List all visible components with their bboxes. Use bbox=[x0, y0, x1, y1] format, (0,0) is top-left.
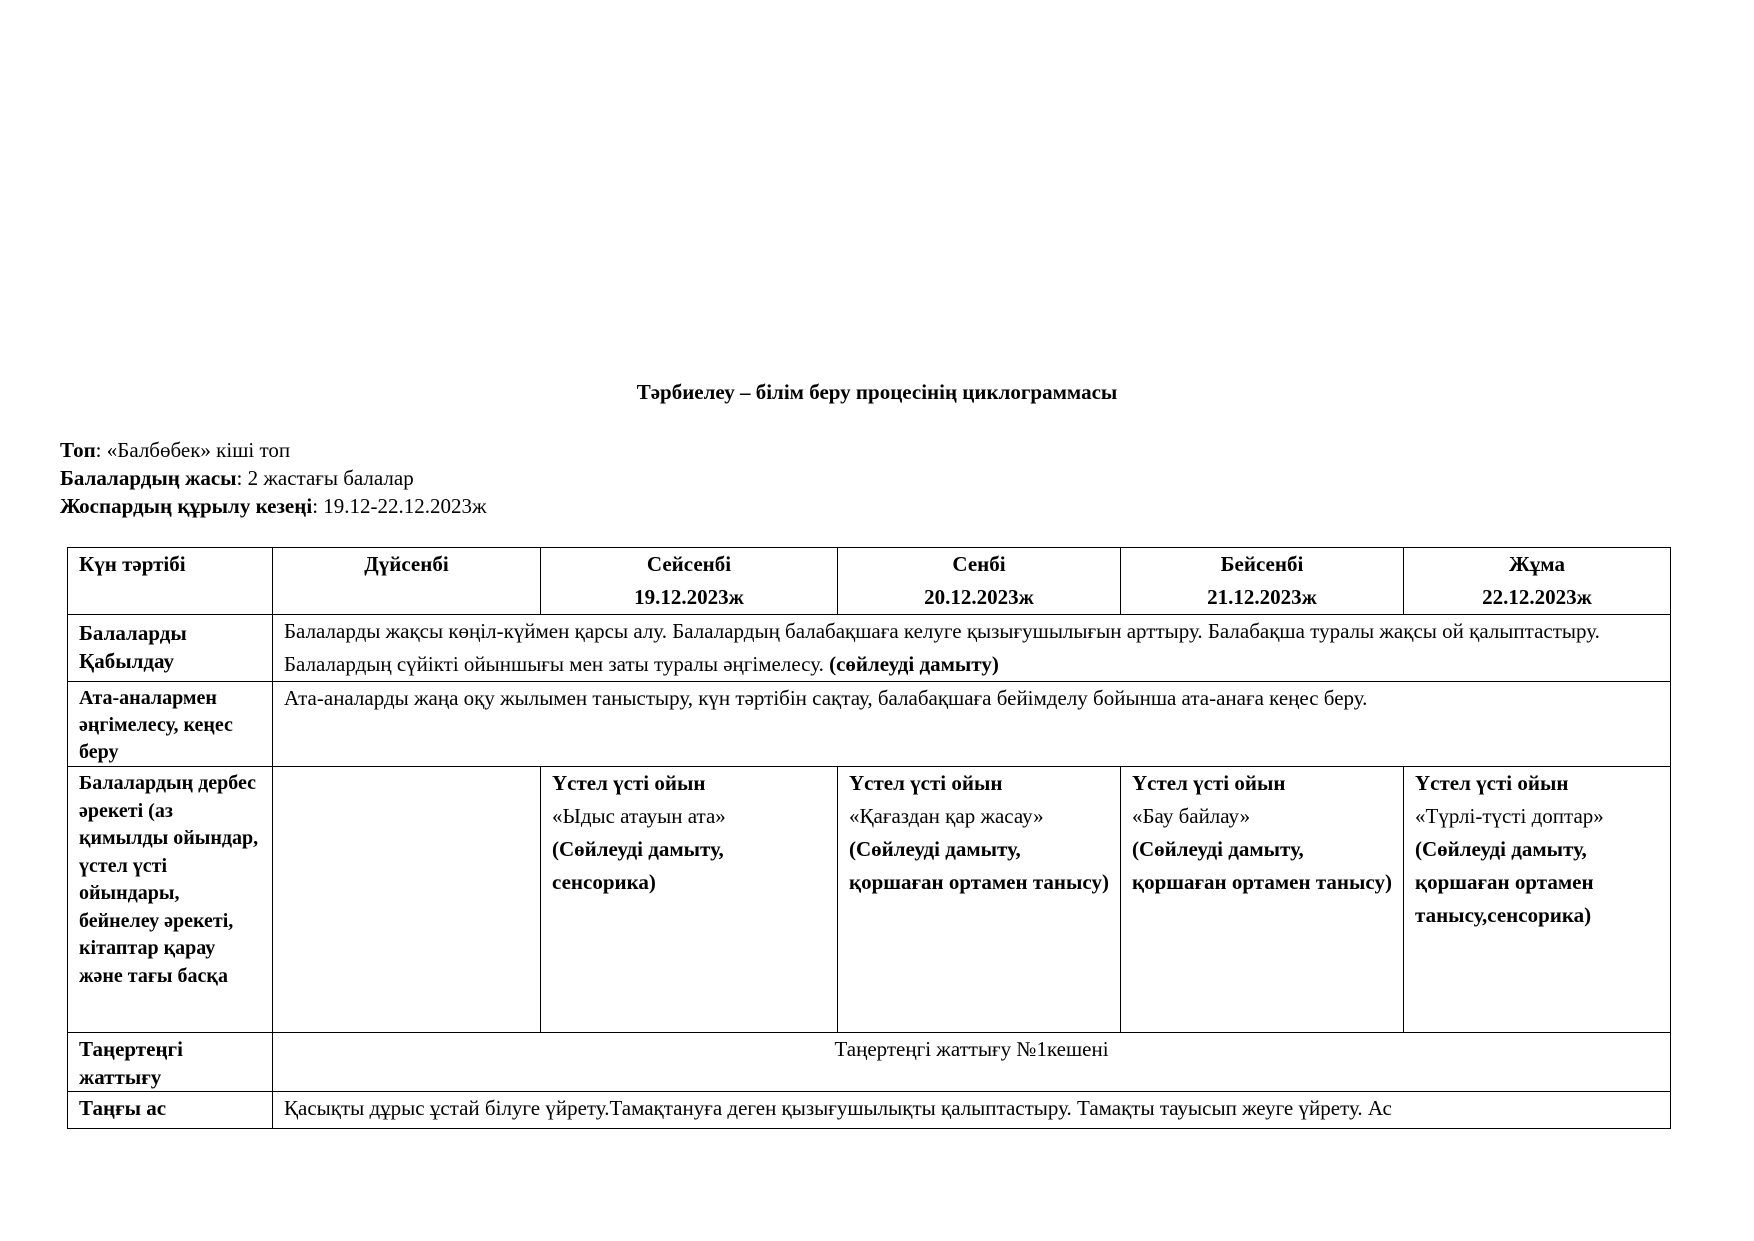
day-date: 19.12.2023ж bbox=[634, 585, 744, 609]
age-value: : 2 жастағы балалар bbox=[236, 466, 414, 490]
day-date: 20.12.2023ж bbox=[924, 585, 1034, 609]
header-wednesday bbox=[838, 548, 1121, 615]
header-friday bbox=[1404, 548, 1671, 615]
reception-focus: (сөйлеуді дамыту) bbox=[829, 652, 999, 676]
schedule-table bbox=[67, 547, 1671, 1129]
activity-heading: Үстел үсті ойын bbox=[849, 771, 1003, 795]
activity-wednesday bbox=[838, 767, 1121, 1033]
activity-heading: Үстел үсті ойын bbox=[1132, 771, 1286, 795]
activity-game: «Бау байлау» bbox=[1132, 804, 1251, 828]
activity-label: Балалардың дербес әрекеті (аз қимылды ойындар, үстел үсті ойындары, бейнелеу әрекеті, кітаптар қарау және тағы басқа bbox=[68, 767, 273, 1033]
activity-focus: (Сөйлеуді дамыту, қоршаған ортамен танысу,сенсорика) bbox=[1415, 837, 1594, 927]
activity-game: «Қағаздан қар жасау» bbox=[849, 804, 1044, 828]
activity-focus: (Сөйлеуді дамыту, сенсорика) bbox=[552, 837, 724, 894]
exercise-text: Таңертеңгі жаттығу №1кешені bbox=[273, 1033, 1671, 1092]
plan-meta bbox=[60, 436, 487, 520]
breakfast-row bbox=[68, 1092, 1671, 1129]
activity-monday bbox=[273, 767, 541, 1033]
day-date: 21.12.2023ж bbox=[1207, 585, 1317, 609]
day-name: Сенбі bbox=[952, 552, 1006, 576]
activity-tuesday bbox=[541, 767, 838, 1033]
activity-friday bbox=[1404, 767, 1671, 1033]
header-row bbox=[68, 548, 1671, 615]
day-name: Сейсенбі bbox=[646, 552, 732, 576]
exercise-label: Таңертеңгі жаттығу bbox=[68, 1033, 273, 1092]
header-tuesday bbox=[541, 548, 838, 615]
parents-label: Ата-аналармен әңгімелесу, кеңес беру bbox=[68, 682, 273, 767]
period-label: Жоспардың құрылу кезеңі bbox=[60, 494, 313, 518]
header-monday bbox=[273, 548, 541, 615]
breakfast-text: Қасықты дұрыс ұстай білуге үйрету.Тамақтануға деген қызығушылықты қалыптастыру. Тамақты тауысып жеуге үйрету. Ас bbox=[273, 1092, 1671, 1129]
reception-text bbox=[273, 615, 1671, 682]
reception-label: Балаларды Қабылдау bbox=[68, 615, 273, 682]
day-name: Жұма bbox=[1509, 552, 1565, 576]
reception-row bbox=[68, 615, 1671, 682]
header-thursday bbox=[1121, 548, 1404, 615]
group-value: : «Балбөбек» кіші топ bbox=[95, 438, 291, 462]
activity-thursday bbox=[1121, 767, 1404, 1033]
header-day-order: Күн тәртібі bbox=[68, 548, 273, 615]
day-date: 22.12.2023ж bbox=[1482, 585, 1592, 609]
document-title: Тәрбиелеу – білім беру процесінің циклограммасы bbox=[636, 380, 1118, 404]
activity-game: «Ыдыс атауын ата» bbox=[552, 804, 726, 828]
age-label: Балалардың жасы bbox=[60, 466, 237, 490]
activity-row bbox=[68, 767, 1671, 1033]
activity-heading: Үстел үсті ойын bbox=[1415, 771, 1569, 795]
period-line bbox=[60, 492, 487, 520]
activity-game: «Түрлі-түсті доптар» bbox=[1415, 804, 1604, 828]
age-line bbox=[60, 464, 487, 492]
day-name: Бейсенбі bbox=[1220, 552, 1304, 576]
group-label: Топ bbox=[60, 438, 96, 462]
day-name: Дүйсенбі bbox=[364, 552, 449, 576]
group-line bbox=[60, 436, 487, 464]
parents-row bbox=[68, 682, 1671, 767]
activity-focus: (Сөйлеуді дамыту, қоршаған ортамен танысу) bbox=[849, 837, 1109, 894]
period-value: : 19.12-22.12.2023ж bbox=[312, 494, 487, 518]
activity-focus: (Сөйлеуді дамыту, қоршаған ортамен танысу) bbox=[1132, 837, 1392, 894]
reception-body: Балаларды жақсы көңіл-күймен қарсы алу. Балалардың балабақшаға келуге қызығушылығын арттыру. Балабақша туралы жақсы ой қалыптастыру. Балалардың сүйікті ойыншығы мен заты туралы әңгімелесу. bbox=[284, 619, 1600, 676]
breakfast-label: Таңғы ас bbox=[68, 1092, 273, 1129]
parents-text: Ата-аналарды жаңа оқу жылымен таныстыру, күн тәртібін сақтау, балабақшаға бейімделу бойынша ата-анаға кеңес беру. bbox=[273, 682, 1671, 767]
exercise-row bbox=[68, 1033, 1671, 1092]
activity-heading: Үстел үсті ойын bbox=[552, 771, 706, 795]
